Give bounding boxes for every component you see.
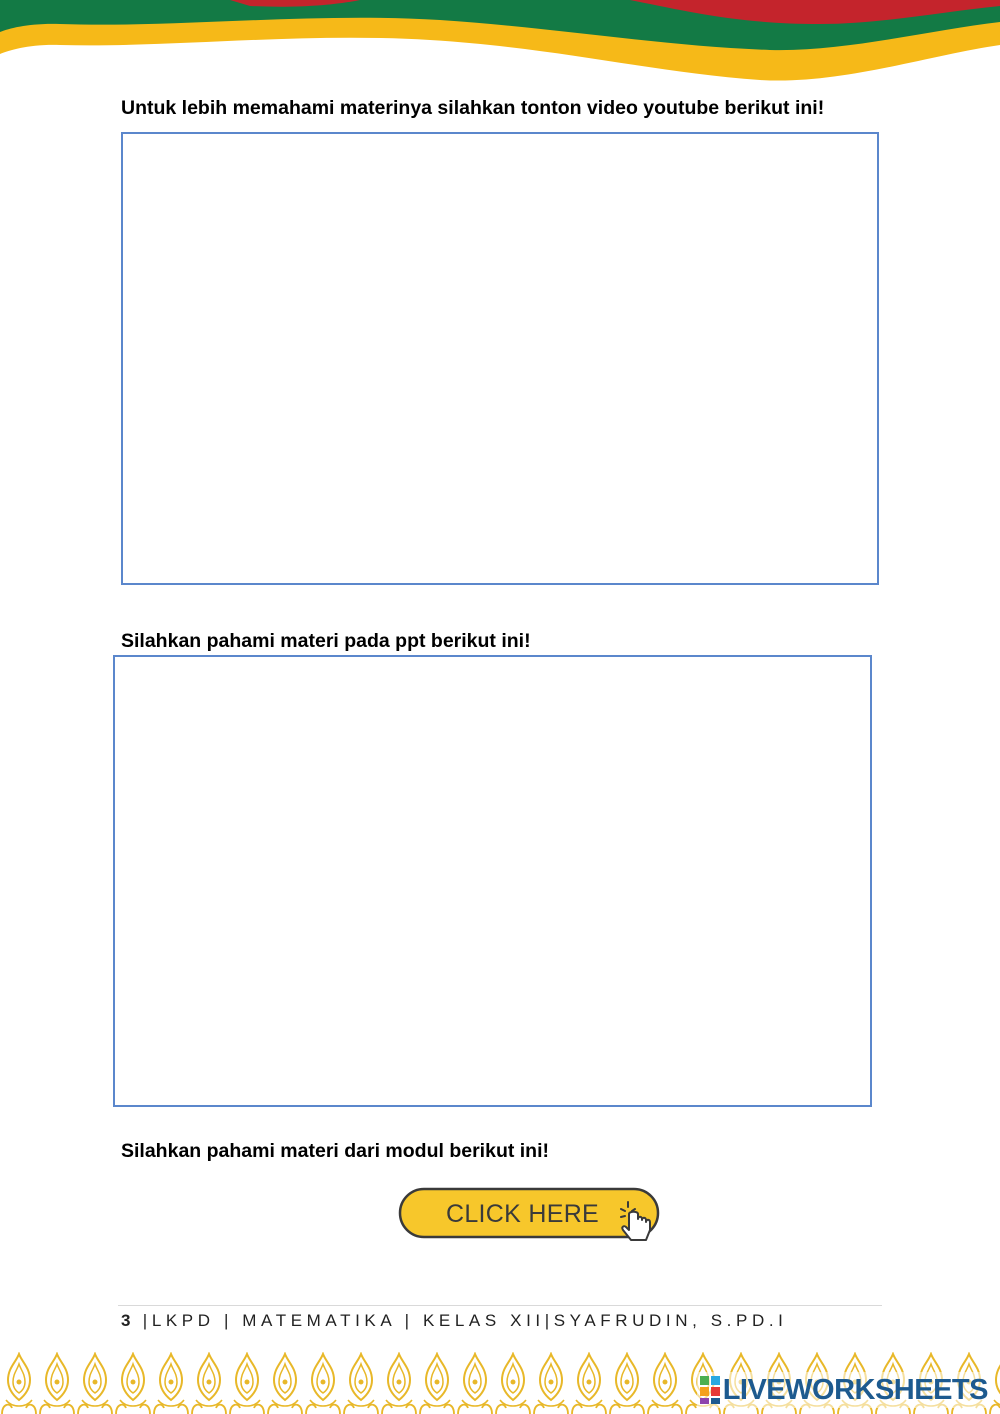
module-instruction: Silahkan pahami materi dari modul berikut ini! <box>121 1140 550 1162</box>
top-wave-banner <box>0 0 1000 95</box>
ppt-embed-frame[interactable] <box>113 655 872 1107</box>
click-here-label: CLICK HERE <box>446 1200 600 1228</box>
footer-title: |LKPD | MATEMATIKA | KELAS XII|SYAFRUDIN, S.PD.I <box>142 1311 788 1330</box>
liveworksheets-logo-icon <box>699 1375 721 1405</box>
hand-pointer-icon <box>620 1200 660 1244</box>
page-footer <box>121 1310 787 1332</box>
liveworksheets-logo-text: LIVEWORKSHEETS <box>722 1374 988 1406</box>
click-here-button[interactable] <box>398 1186 664 1244</box>
liveworksheets-logo <box>697 1372 990 1408</box>
footer-divider <box>118 1305 882 1306</box>
ppt-instruction: Silahkan pahami materi pada ppt berikut ini! <box>121 630 531 652</box>
video-instruction: Untuk lebih memahami materinya silahkan tonton video youtube berikut ini! <box>121 97 825 119</box>
page-number: 3 <box>121 1311 134 1330</box>
youtube-video-frame[interactable] <box>121 132 879 585</box>
